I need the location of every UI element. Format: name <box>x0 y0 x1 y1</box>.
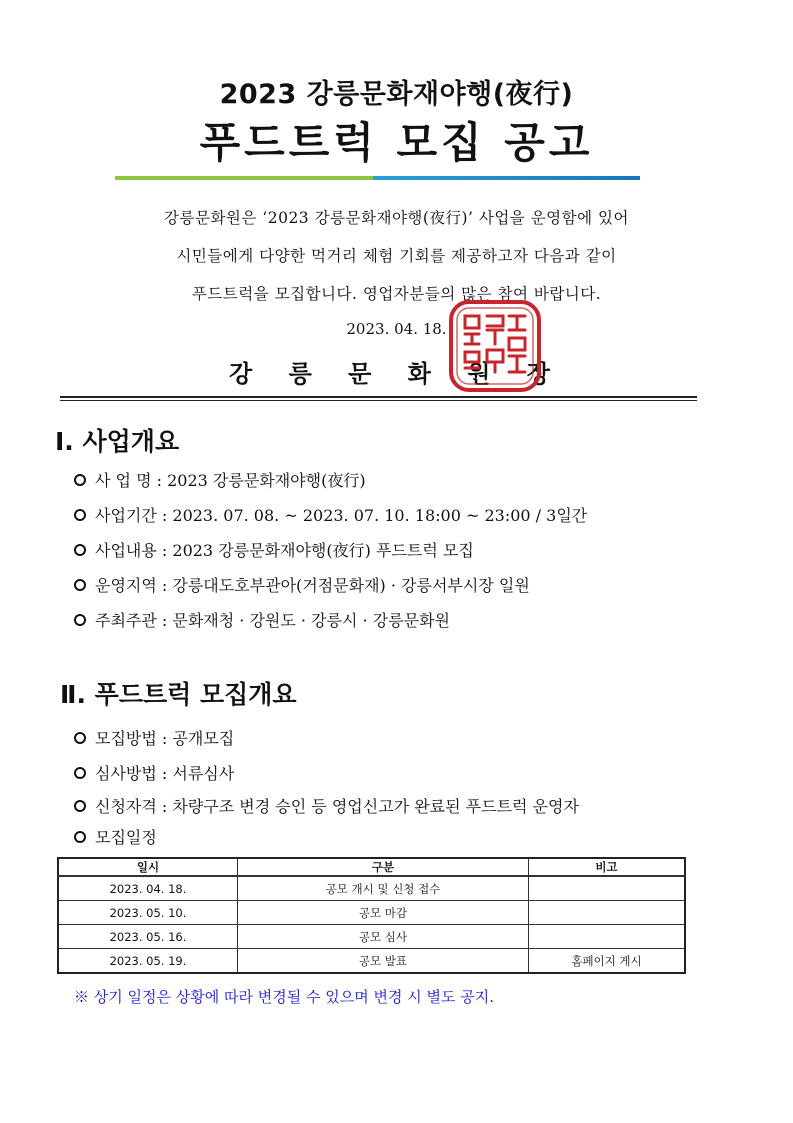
item-text: 사 업 명 : 2023 강릉문화재야행(夜行) <box>95 471 366 490</box>
circle-bullet-icon <box>74 831 86 843</box>
circle-bullet-icon <box>74 544 86 556</box>
circle-bullet-icon <box>74 474 86 486</box>
circle-bullet-icon <box>74 509 86 521</box>
column-header-remarks: 비고 <box>529 858 686 876</box>
item-text: 사업내용 : 2023 강릉문화재야행(夜行) 푸드트럭 모집 <box>95 541 474 560</box>
item-text: 운영지역 : 강릉대도호부관아(거점문화재) · 강릉서부시장 일원 <box>95 576 530 595</box>
section-2-item <box>74 726 234 749</box>
cell-category: 공모 마감 <box>237 901 528 925</box>
item-text: 신청자격 : 차량구조 변경 승인 등 영업신고가 완료된 푸드트럭 운영자 <box>95 797 579 816</box>
section-1-heading: Ⅰ. 사업개요 <box>55 427 180 456</box>
item-text: 모집일정 <box>95 828 157 847</box>
cell-date: 2023. 04. 18. <box>58 876 237 901</box>
cell-date: 2023. 05. 16. <box>58 925 237 949</box>
cell-remarks <box>529 876 686 901</box>
official-seal-stamp <box>447 298 543 394</box>
cell-category: 공모 개시 및 신청 접수 <box>237 876 528 901</box>
section-1-item <box>74 573 530 596</box>
circle-bullet-icon <box>74 732 86 744</box>
table-row <box>58 876 685 901</box>
cell-remarks <box>529 901 686 925</box>
table-row <box>58 949 685 974</box>
circle-bullet-icon <box>74 800 86 812</box>
cell-category: 공모 발표 <box>237 949 528 974</box>
section-2-item <box>74 761 234 784</box>
cell-date: 2023. 05. 19. <box>58 949 237 974</box>
intro-line-1: 강릉문화원은 ‘2023 강릉문화재야행(夜行)’ 사업을 운영함에 있어 <box>164 209 629 227</box>
item-text: 주최주관 : 문화재청 · 강원도 · 강릉시 · 강릉문화원 <box>95 611 451 630</box>
notice-title-line2: 푸드트럭 모집 공고 <box>199 118 594 167</box>
section-2-heading: Ⅱ. 푸드트럭 모집개요 <box>60 680 297 709</box>
intro-line-2: 시민들에게 다양한 먹거리 체험 기회를 제공하고자 다음과 같이 <box>176 247 617 265</box>
notice-title-line1: 2023 강릉문화재야행(夜行) <box>219 79 574 110</box>
cell-remarks <box>529 925 686 949</box>
intro-line-3: 푸드트럭을 모집합니다. 영업자분들의 많은 참여 바랍니다. <box>191 285 602 303</box>
section-1-item <box>74 538 474 561</box>
item-text: 모집방법 : 공개모집 <box>95 729 235 748</box>
section-2-item <box>74 794 579 817</box>
circle-bullet-icon <box>74 614 86 626</box>
section-2-item <box>74 825 157 848</box>
table-row <box>58 901 685 925</box>
column-header-category: 구분 <box>237 858 528 876</box>
table-row <box>58 925 685 949</box>
header-divider <box>60 396 697 398</box>
item-text: 심사방법 : 서류심사 <box>95 764 235 783</box>
item-text: 사업기간 : 2023. 07. 08. ~ 2023. 07. 10. 18:00 ~ 23:00 / 3일간 <box>95 506 588 525</box>
header-divider-thin <box>60 400 697 401</box>
circle-bullet-icon <box>74 579 86 591</box>
table-header-row <box>58 858 685 876</box>
circle-bullet-icon <box>74 767 86 779</box>
title-accent-bar-green <box>115 176 373 180</box>
column-header-date: 일시 <box>58 858 237 876</box>
section-1-item <box>74 468 366 491</box>
section-1-item <box>74 608 450 631</box>
issuer-name: 강 릉 문 화 원 장 <box>229 360 564 388</box>
section-1-item <box>74 503 587 526</box>
schedule-change-note: ※ 상기 일정은 상황에 따라 변경될 수 있으며 변경 시 별도 공지. <box>74 988 494 1006</box>
cell-date: 2023. 05. 10. <box>58 901 237 925</box>
cell-category: 공모 심사 <box>237 925 528 949</box>
notice-date: 2023. 04. 18. <box>346 320 447 338</box>
schedule-table <box>57 857 686 974</box>
cell-remarks: 홈페이지 게시 <box>529 949 686 974</box>
title-accent-bar-blue <box>373 176 640 180</box>
